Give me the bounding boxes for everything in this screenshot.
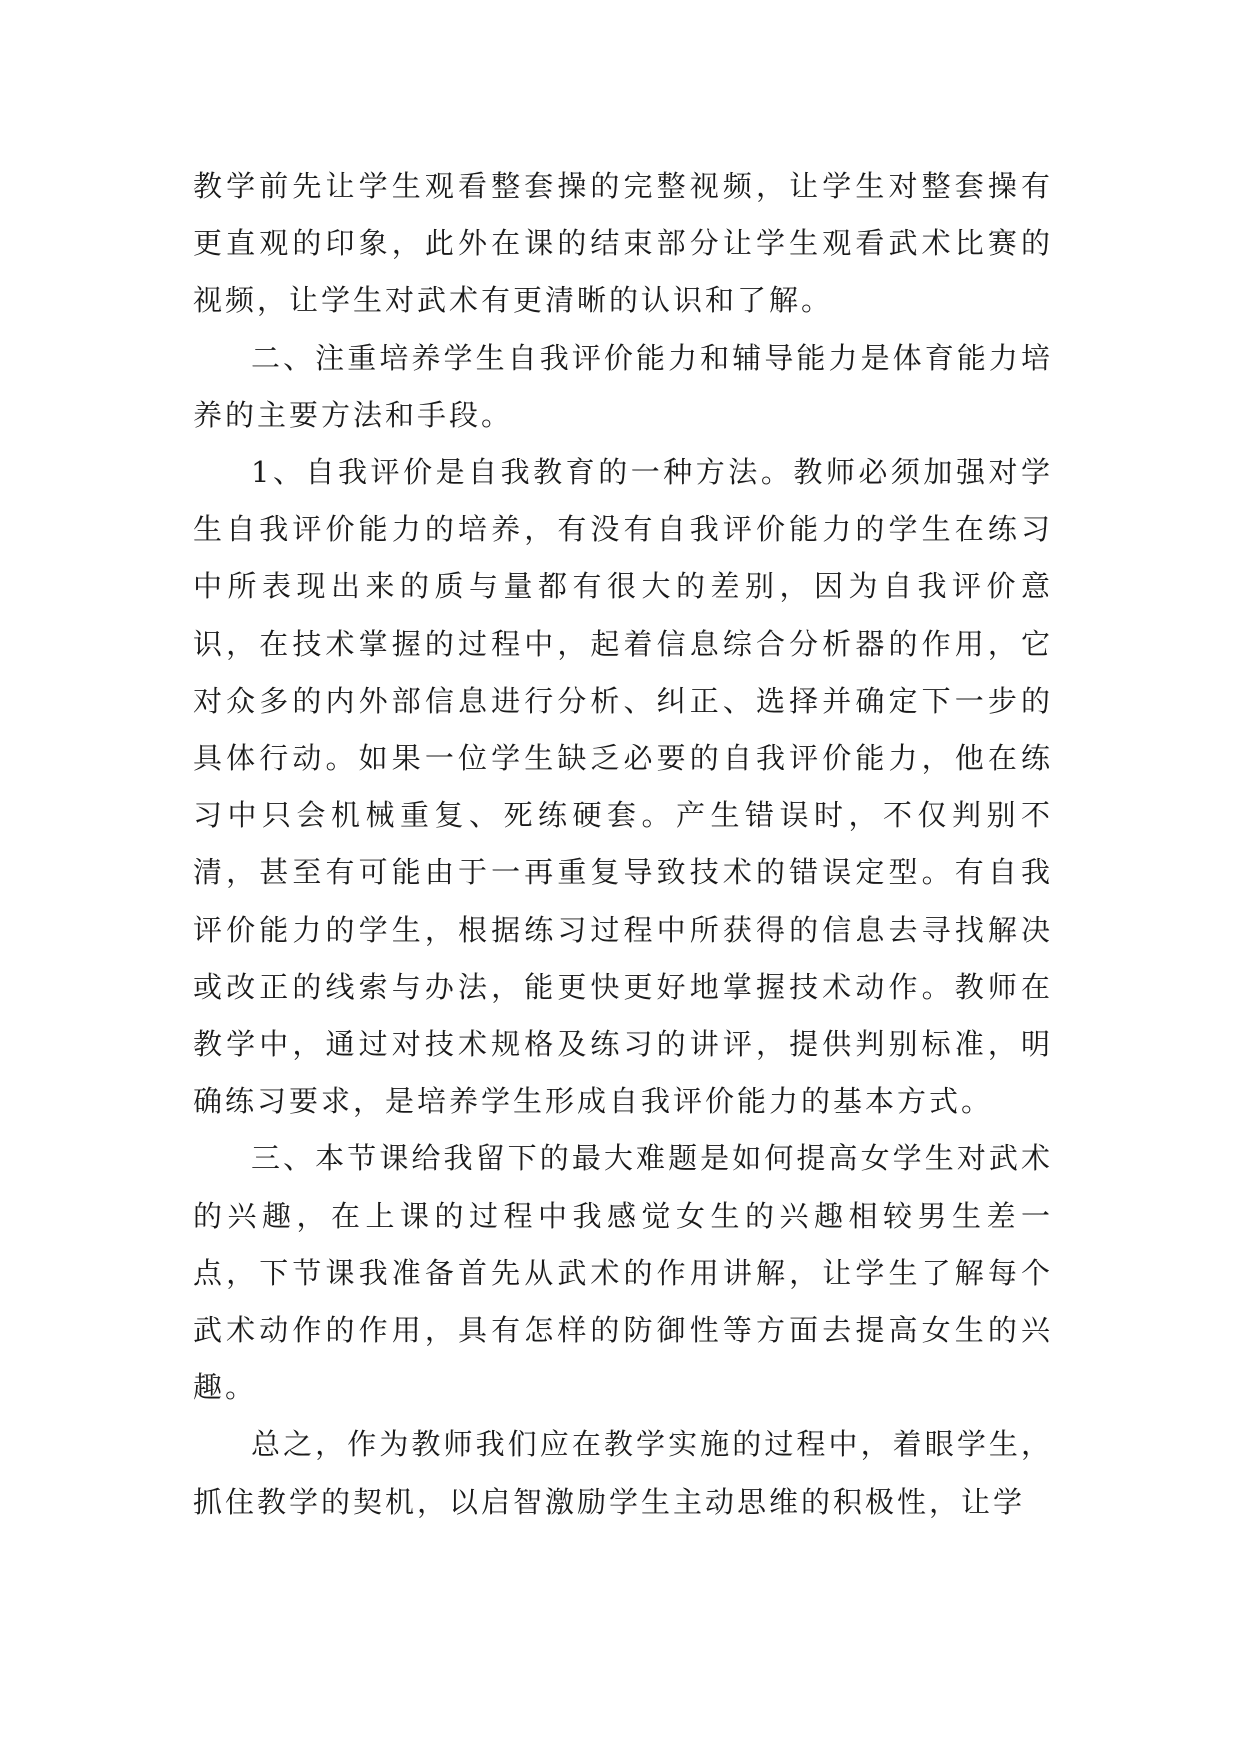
paragraph-section-2-1: 1、自我评价是自我教育的一种方法。教师必须加强对学生自我评价能力的培养，有没有自我评价能力的学生在练习中所表现出来的质与量都有很大的差别，因为自我评价意识，在技术掌握的过程中，起着信息综合分析器的作用，它对众多的内外部信息进行分析、纠正、选择并确定下一步的具体行动。如果一位学生缺乏必要的自我评价能力，他在练习中只会机械重复、死练硬套。产生错误时，不仅判别不清，甚至有可能由于一再重复导致技术的错误定型。有自我评价能力的学生，根据练习过程中所获得的信息去寻找解决或改正的线索与办法，能更快更好地掌握技术动作。教师在教学中，通过对技术规格及练习的讲评，提供判别标准，明确练习要求，是培养学生形成自我评价能力的基本方式。 <box>193 455 1053 1119</box>
paragraph-conclusion: 总之，作为教师我们应在教学实施的过程中，着眼学生，抓住教学的契机，以启智激励学生主动思维的积极性，让学 <box>193 1427 1053 1519</box>
paragraph-section-3: 三、本节课给我留下的最大难题是如何提高女学生对武术的兴趣，在上课的过程中我感觉女生的兴趣相较男生差一点，下节课我准备首先从武术的作用讲解，让学生了解每个武术动作的作用，具有怎样的防御性等方面去提高女生的兴趣。 <box>193 1141 1053 1405</box>
document-body <box>193 158 1053 1531</box>
paragraph-section-2: 二、注重培养学生自我评价能力和辅导能力是体育能力培养的主要方法和手段。 <box>193 340 1053 432</box>
paragraph-continued: 教学前先让学生观看整套操的完整视频，让学生对整套操有更直观的印象，此外在课的结束部分让学生观看武术比赛的视频，让学生对武术有更清晰的认识和了解。 <box>193 169 1053 318</box>
